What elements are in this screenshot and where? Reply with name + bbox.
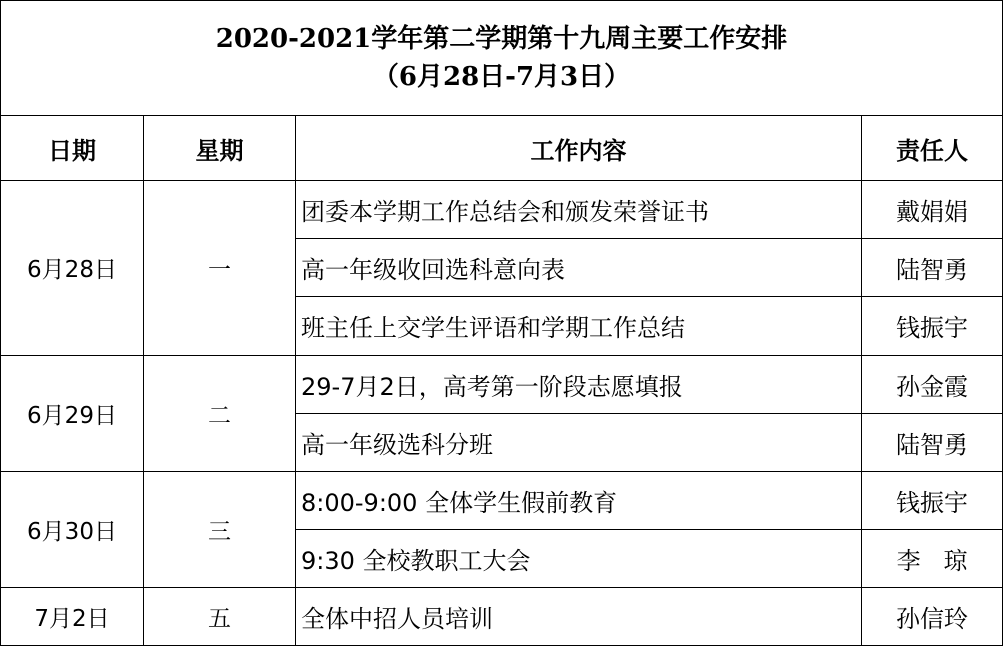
title-line-2: （6月28日-7月3日）: [372, 62, 631, 93]
header-row: [1, 116, 1003, 181]
weekday-cell: 一: [144, 181, 296, 355]
date-cell: 6月30日: [1, 471, 144, 587]
date-cell: 6月29日: [1, 355, 144, 471]
person-cell: 钱振宇: [862, 297, 1003, 355]
table-row: [1, 471, 1003, 529]
task-cell: 全体中招人员培训: [296, 587, 862, 645]
date-cell: 7月2日: [1, 587, 144, 645]
header-content: 工作内容: [296, 116, 862, 181]
table-row: [1, 355, 1003, 413]
person-cell: 孙金霞: [862, 355, 1003, 413]
table-row: [1, 181, 1003, 239]
task-cell: 班主任上交学生评语和学期工作总结: [296, 297, 862, 355]
person-cell: 戴娟娟: [862, 181, 1003, 239]
title-line-1: 2020-2021学年第二学期第十九周主要工作安排: [215, 24, 788, 55]
date-cell: 6月28日: [1, 181, 144, 355]
task-cell: 8:00-9:00 全体学生假前教育: [296, 471, 862, 529]
person-cell: 李 琼: [862, 529, 1003, 587]
header-person: 责任人: [862, 116, 1003, 181]
header-date: 日期: [1, 116, 144, 181]
person-cell: 钱振宇: [862, 471, 1003, 529]
table-title: [1, 1, 1003, 116]
weekday-cell: 二: [144, 355, 296, 471]
table-row: [1, 587, 1003, 645]
person-cell: 陆智勇: [862, 413, 1003, 471]
task-cell: 高一年级收回选科意向表: [296, 239, 862, 297]
weekday-cell: 三: [144, 471, 296, 587]
person-cell: 孙信玲: [862, 587, 1003, 645]
task-cell: 团委本学期工作总结会和颁发荣誉证书: [296, 181, 862, 239]
header-weekday: 星期: [144, 116, 296, 181]
task-cell: 高一年级选科分班: [296, 413, 862, 471]
weekday-cell: 五: [144, 587, 296, 645]
task-cell: 9:30 全校教职工大会: [296, 529, 862, 587]
task-cell: 29-7月2日，高考第一阶段志愿填报: [296, 355, 862, 413]
person-cell: 陆智勇: [862, 239, 1003, 297]
